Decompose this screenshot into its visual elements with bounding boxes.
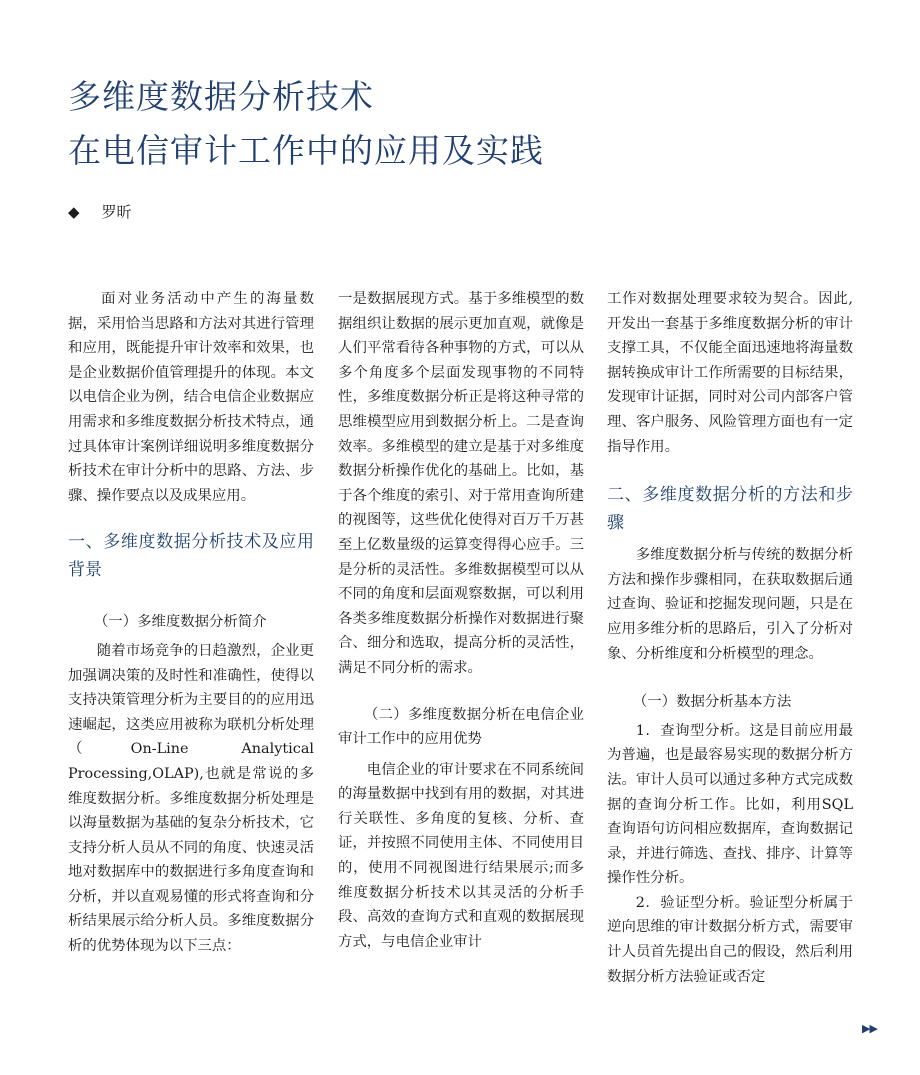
section-heading-2: 二、多维度数据分析的方法和步骤	[607, 485, 853, 534]
paragraph: 工作对数据处理要求较为契合。因此,开发出一套基于多维度数据分析的审计支撑工具，不仅能全面迅速地将海量数据转换成审计工作所需要的目标结果，发现审计证据，同时对公司内部客户管理、客户服务、风险管理方面也有一定指导作用。	[607, 291, 853, 455]
author-name: 罗昕	[101, 203, 132, 221]
abstract: 面对业务活动中产生的海量数据，采用恰当思路和方法对其进行管理和应用，既能提升审计效率和效果，也是企业数据价值管理提升的体现。本文以电信企业为例，结合电信企业数据应用需求和多维度数据分析技术特点，通过具体审计案例详细说明多维度数据分析技术在审计分析中的思路、方法、步骤、操作要点以及成果应用。	[68, 291, 314, 504]
subsection-heading-2: （二）多维度数据分析在电信企业审计工作中的应用优势	[338, 706, 584, 748]
continue-arrow-icon: ▶▶	[862, 1022, 877, 1035]
diamond-icon: ◆	[68, 203, 80, 221]
paragraph: 一是数据展现方式。基于多维模型的数据组织让数据的展示更加直观，就像是人们平常看待各种事物的方式，可以从多个角度多个层面发现事物的不同特性，多维度数据分析正是将这种寻常的思维模型应用到数据分析上。二是查询效率。多维模型的建立是基于对多维度数据分析操作优化的基础上。比如，基于各个维度的索引、对于常用查询所建的视图等，这些优化使得对百万千万甚至上亿数量级的运算变得得心应手。三是分析的灵活性。多维数据模型可以从不同的角度和层面观察数据，可以利用各类多维度数据分析操作对数据进行聚合、细分和选取，提高分析的灵活性，满足不同分析的需求。	[338, 291, 584, 676]
column-3	[607, 287, 853, 989]
subsection-heading-3: （一）数据分析基本方法	[632, 694, 792, 711]
article-title	[68, 70, 544, 178]
paragraph: 1．查询型分析。这是目前应用最为普遍，也是最容易实现的数据分析方法。审计人员可以通过多种方式完成数据的查询分析工作。比如，利用SQL查询语句访问相应数据库，查询数据记录，并进行筛选、查找、排序、计算等操作性分析。	[607, 722, 853, 887]
subsection-heading-1: （一）多维度数据分析简介	[93, 614, 267, 631]
title-line-2: 在电信审计工作中的应用及实践	[68, 131, 544, 170]
section-heading-1: 一、多维度数据分析技术及应用背景	[68, 532, 314, 581]
author-line	[68, 201, 132, 222]
paragraph: 随着市场竞争的日趋激烈，企业更加强调决策的及时性和准确性，使得以支持决策管理分析为主要目的的应用迅速崛起，这类应用被称为联机分析处理（On-Line Analytical Processing,OLAP),也就是常说的多维度数据分析。多维度数据分析处理是以海量数据为基础的复杂分析技术，它支持分析人员从不同的角度、快速灵活地对数据库中的数据进行多角度查询和分析，并以直观易懂的形式将查询和分析结果展示给分析人员。多维度数据分析的优势体现为以下三点：	[68, 642, 314, 955]
column-2	[338, 287, 584, 954]
column-1	[68, 287, 314, 959]
paragraph: 2．验证型分析。验证型分析属于逆向思维的审计数据分析方式，需要审计人员首先提出自己的假设，然后利用数据分析方法验证或否定	[607, 894, 853, 985]
paragraph: 多维度数据分析与传统的数据分析方法和操作步骤相同，在获取数据后通过查询、验证和挖掘发现问题，只是在应用多维分析的思路后，引入了分析对象、分析维度和分析模型的理念。	[607, 547, 853, 662]
title-line-1: 多维度数据分析技术	[68, 77, 374, 116]
paragraph: 电信企业的审计要求在不同系统间的海量数据中找到有用的数据，对其进行关联性、多角度的复核、分析、查证，并按照不同使用主体、不同使用目的，使用不同视图进行结果展示;而多维度数据分析技术以其灵活的分析手段、高效的查询方式和直观的数据展现方式，与电信企业审计	[338, 761, 584, 950]
